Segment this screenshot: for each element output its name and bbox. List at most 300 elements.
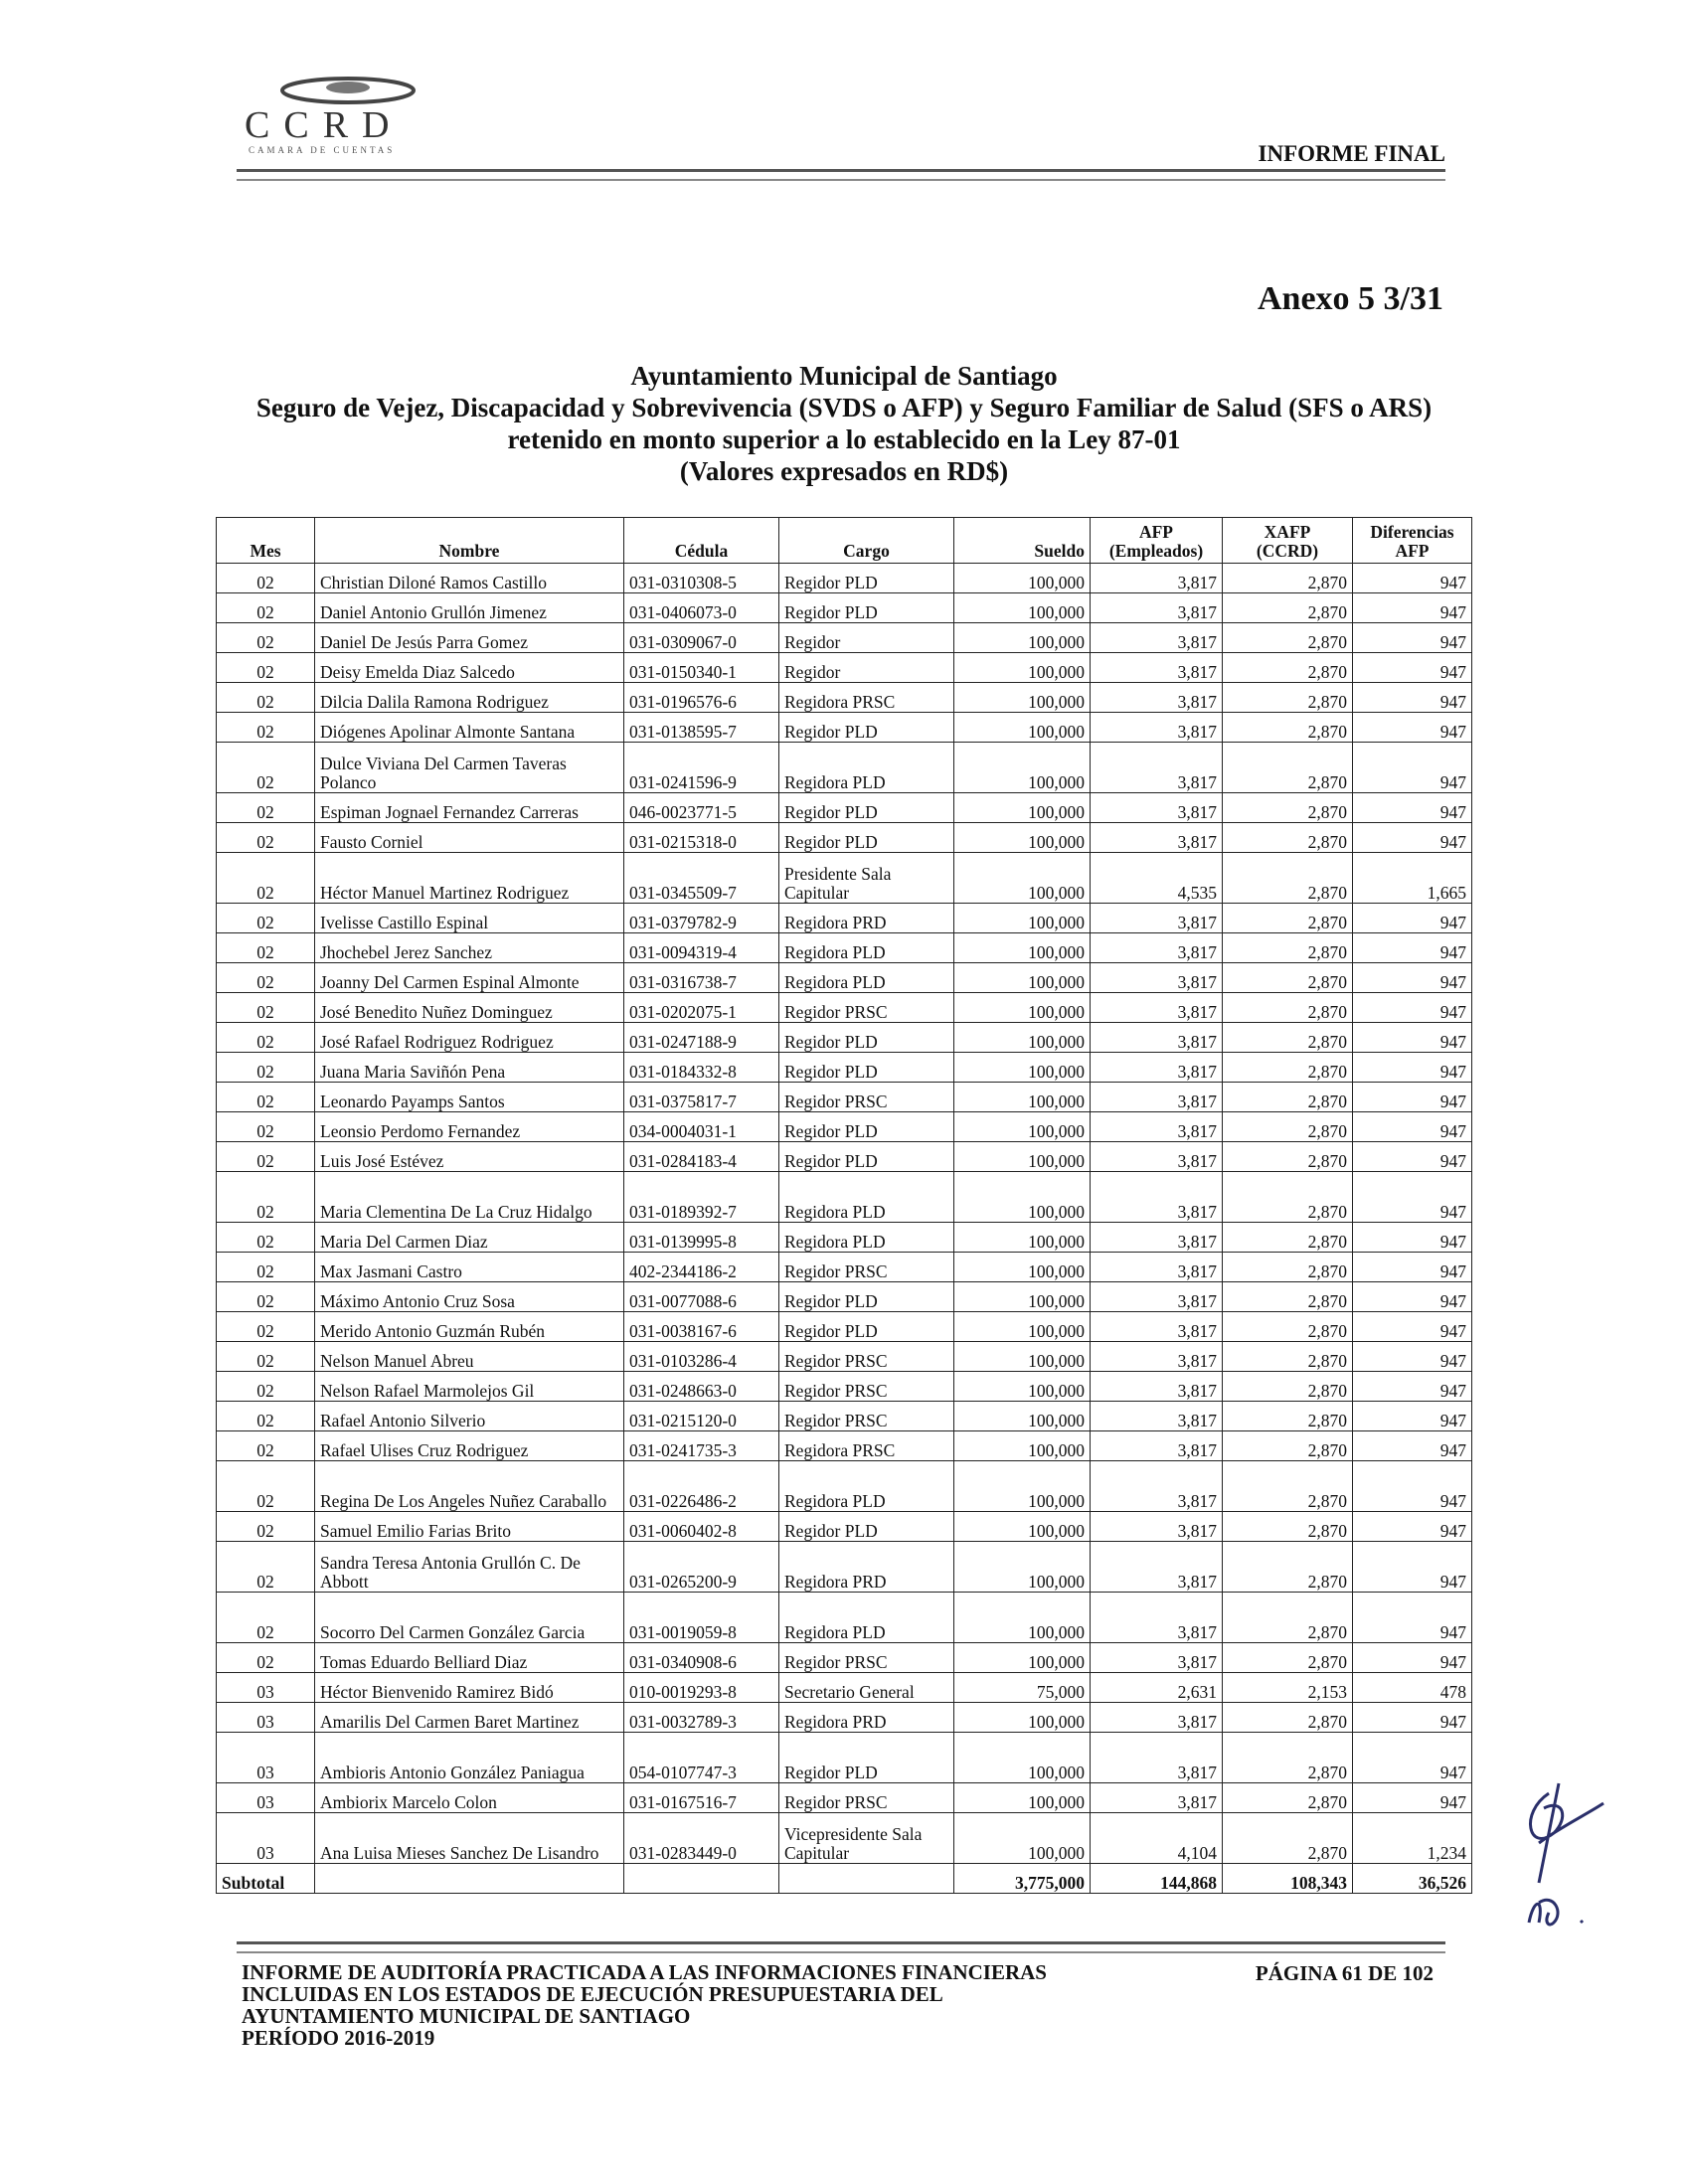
cell-cedula: 402-2344186-2 xyxy=(624,1253,779,1282)
cell-cedula: 010-0019293-8 xyxy=(624,1673,779,1703)
cell-cedula: 031-0248663-0 xyxy=(624,1372,779,1402)
cell-cargo: Secretario General xyxy=(779,1673,954,1703)
title-insurance: Seguro de Vejez, Discapacidad y Sobrevivencia (SVDS o AFP) y Seguro Familiar de Salud (SFS o ARS) xyxy=(255,393,1433,422)
cell-nombre: José Benedito Nuñez Dominguez xyxy=(315,993,624,1023)
cell-xafp: 2,870 xyxy=(1223,1733,1353,1783)
table-row xyxy=(217,1512,1472,1542)
cell-diferencias: 947 xyxy=(1353,743,1472,793)
cell-xafp: 2,870 xyxy=(1223,1112,1353,1142)
cell-cedula: 031-0241596-9 xyxy=(624,743,779,793)
cell-sueldo: 100,000 xyxy=(954,564,1091,593)
cell-nombre: Nelson Manuel Abreu xyxy=(315,1342,624,1372)
cell-mes: 02 xyxy=(217,743,315,793)
cell-mes: 02 xyxy=(217,853,315,904)
cell-xafp: 2,870 xyxy=(1223,593,1353,623)
cell-nombre: Fausto Corniel xyxy=(315,823,624,853)
table-row xyxy=(217,623,1472,653)
header-mes: Mes xyxy=(217,518,315,564)
cell-nombre: Dilcia Dalila Ramona Rodriguez xyxy=(315,683,624,713)
cell-afp: 3,817 xyxy=(1091,1312,1223,1342)
table-row xyxy=(217,1431,1472,1461)
cell-mes: 02 xyxy=(217,1312,315,1342)
cell-mes: 03 xyxy=(217,1783,315,1813)
table-row xyxy=(217,1083,1472,1112)
cell-afp: 3,817 xyxy=(1091,933,1223,963)
cell-nombre: Héctor Bienvenido Ramirez Bidó xyxy=(315,1673,624,1703)
cell-afp: 3,817 xyxy=(1091,1372,1223,1402)
annex-label: Anexo 5 3/31 xyxy=(1258,280,1443,317)
cell-xafp: 2,870 xyxy=(1223,904,1353,933)
cell-sueldo: 100,000 xyxy=(954,823,1091,853)
cell-afp: 3,817 xyxy=(1091,1342,1223,1372)
handwritten-initials xyxy=(1509,1773,1608,1942)
title-currency: (Valores expresados en RD$) xyxy=(679,456,1009,486)
cell-cargo: Presidente Sala Capitular xyxy=(779,853,954,904)
cell-xafp: 2,870 xyxy=(1223,963,1353,993)
cell-cedula: 031-0375817-7 xyxy=(624,1083,779,1112)
cell-nombre: José Rafael Rodriguez Rodriguez xyxy=(315,1023,624,1053)
cell-sueldo: 100,000 xyxy=(954,593,1091,623)
cell-afp: 3,817 xyxy=(1091,993,1223,1023)
cell-nombre: Espiman Jognael Fernandez Carreras xyxy=(315,793,624,823)
header-nombre: Nombre xyxy=(315,518,624,564)
cell-mes: 02 xyxy=(217,1402,315,1431)
cell-sueldo: 100,000 xyxy=(954,1542,1091,1593)
cell-cedula: 031-0103286-4 xyxy=(624,1342,779,1372)
cell-nombre: Ivelisse Castillo Espinal xyxy=(315,904,624,933)
document-titles xyxy=(0,360,1688,487)
cell-cargo: Regidor xyxy=(779,653,954,683)
cell-xafp: 2,870 xyxy=(1223,653,1353,683)
cell-cargo: Regidor PRSC xyxy=(779,1643,954,1673)
table-body xyxy=(217,564,1472,1894)
subtotal-afp: 144,868 xyxy=(1091,1864,1223,1894)
cell-afp: 3,817 xyxy=(1091,963,1223,993)
cell-sueldo: 100,000 xyxy=(954,653,1091,683)
cell-cargo: Regidor PLD xyxy=(779,564,954,593)
cell-mes: 02 xyxy=(217,593,315,623)
table-row xyxy=(217,1402,1472,1431)
table-row xyxy=(217,823,1472,853)
cell-afp: 3,817 xyxy=(1091,793,1223,823)
cell-xafp: 2,870 xyxy=(1223,993,1353,1023)
table-row xyxy=(217,1593,1472,1643)
cell-xafp: 2,870 xyxy=(1223,793,1353,823)
cell-mes: 02 xyxy=(217,1223,315,1253)
cell-diferencias: 947 xyxy=(1353,1542,1472,1593)
cell-mes: 02 xyxy=(217,933,315,963)
header-rule xyxy=(237,169,1445,181)
cell-cedula: 031-0215120-0 xyxy=(624,1402,779,1431)
cell-diferencias: 947 xyxy=(1353,1312,1472,1342)
cell-cedula: 031-0077088-6 xyxy=(624,1282,779,1312)
logo-ring-icon xyxy=(276,74,425,107)
cell-mes: 03 xyxy=(217,1733,315,1783)
cell-cedula: 031-0038167-6 xyxy=(624,1312,779,1342)
cell-nombre: Dulce Viviana Del Carmen Taveras Polanco xyxy=(315,743,624,793)
cell-cedula: 031-0309067-0 xyxy=(624,623,779,653)
cell-nombre: Regina De Los Angeles Nuñez Caraballo xyxy=(315,1461,624,1512)
cell-cedula: 031-0283449-0 xyxy=(624,1813,779,1864)
header-xafp: XAFP (CCRD) xyxy=(1223,518,1353,564)
cell-afp: 3,817 xyxy=(1091,564,1223,593)
cell-cargo: Regidor PLD xyxy=(779,1112,954,1142)
table-row xyxy=(217,593,1472,623)
cell-mes: 03 xyxy=(217,1673,315,1703)
table-row xyxy=(217,933,1472,963)
cell-cedula: 031-0340908-6 xyxy=(624,1643,779,1673)
cell-afp: 3,817 xyxy=(1091,1253,1223,1282)
cell-sueldo: 100,000 xyxy=(954,1172,1091,1223)
cell-cedula: 031-0406073-0 xyxy=(624,593,779,623)
cell-xafp: 2,870 xyxy=(1223,1053,1353,1083)
logo-text: CCRD xyxy=(245,104,404,146)
subtotal-label: Subtotal xyxy=(217,1864,315,1894)
cell-afp: 3,817 xyxy=(1091,1282,1223,1312)
table-row xyxy=(217,963,1472,993)
cell-mes: 02 xyxy=(217,1083,315,1112)
cell-diferencias: 947 xyxy=(1353,1643,1472,1673)
cell-sueldo: 100,000 xyxy=(954,1112,1091,1142)
cell-nombre: Rafael Ulises Cruz Rodriguez xyxy=(315,1431,624,1461)
cell-xafp: 2,870 xyxy=(1223,1813,1353,1864)
cell-sueldo: 100,000 xyxy=(954,1083,1091,1112)
cell-nombre: Ambioris Antonio González Paniagua xyxy=(315,1733,624,1783)
cell-sueldo: 100,000 xyxy=(954,1223,1091,1253)
cell-cargo: Regidor PRSC xyxy=(779,993,954,1023)
table-row xyxy=(217,1223,1472,1253)
cell-xafp: 2,870 xyxy=(1223,933,1353,963)
cell-cedula: 031-0226486-2 xyxy=(624,1461,779,1512)
cell-cargo: Regidor PRSC xyxy=(779,1253,954,1282)
cell-diferencias: 1,234 xyxy=(1353,1813,1472,1864)
cell-cedula: 031-0094319-4 xyxy=(624,933,779,963)
cell-diferencias: 478 xyxy=(1353,1673,1472,1703)
cell-sueldo: 100,000 xyxy=(954,933,1091,963)
empty-cell xyxy=(624,1864,779,1894)
cell-sueldo: 100,000 xyxy=(954,1783,1091,1813)
cell-cedula: 031-0138595-7 xyxy=(624,713,779,743)
cell-afp: 3,817 xyxy=(1091,1223,1223,1253)
cell-sueldo: 100,000 xyxy=(954,1733,1091,1783)
table-row xyxy=(217,1461,1472,1512)
cell-nombre: Max Jasmani Castro xyxy=(315,1253,624,1282)
table-row xyxy=(217,1172,1472,1223)
cell-diferencias: 947 xyxy=(1353,1783,1472,1813)
cell-xafp: 2,153 xyxy=(1223,1673,1353,1703)
footer-line-3: AYUNTAMIENTO MUNICIPAL DE SANTIAGO xyxy=(242,2004,691,2028)
cell-afp: 3,817 xyxy=(1091,1733,1223,1783)
cell-cargo: Regidor PLD xyxy=(779,793,954,823)
cell-xafp: 2,870 xyxy=(1223,1172,1353,1223)
cell-nombre: Samuel Emilio Farias Brito xyxy=(315,1512,624,1542)
ccrd-logo xyxy=(237,74,475,165)
cell-nombre: Jhochebel Jerez Sanchez xyxy=(315,933,624,963)
cell-afp: 3,817 xyxy=(1091,1172,1223,1223)
cell-nombre: Leonardo Payamps Santos xyxy=(315,1083,624,1112)
table-row xyxy=(217,853,1472,904)
cell-diferencias: 947 xyxy=(1353,1112,1472,1142)
cell-diferencias: 947 xyxy=(1353,1461,1472,1512)
cell-nombre: Merido Antonio Guzmán Rubén xyxy=(315,1312,624,1342)
cell-afp: 3,817 xyxy=(1091,904,1223,933)
header-cargo: Cargo xyxy=(779,518,954,564)
cell-nombre: Deisy Emelda Diaz Salcedo xyxy=(315,653,624,683)
cell-xafp: 2,870 xyxy=(1223,683,1353,713)
cell-sueldo: 100,000 xyxy=(954,1023,1091,1053)
cell-mes: 02 xyxy=(217,1282,315,1312)
cell-diferencias: 947 xyxy=(1353,993,1472,1023)
cell-mes: 02 xyxy=(217,904,315,933)
cell-afp: 3,817 xyxy=(1091,593,1223,623)
cell-mes: 02 xyxy=(217,1542,315,1593)
cell-xafp: 2,870 xyxy=(1223,1402,1353,1431)
page-number: PÁGINA 61 DE 102 xyxy=(1255,1961,1434,1985)
cell-cargo: Regidor PLD xyxy=(779,713,954,743)
table-row xyxy=(217,683,1472,713)
cell-cargo: Regidor PLD xyxy=(779,1053,954,1083)
cell-diferencias: 947 xyxy=(1353,623,1472,653)
table-row xyxy=(217,1813,1472,1864)
table-row xyxy=(217,1372,1472,1402)
cell-sueldo: 100,000 xyxy=(954,743,1091,793)
cell-mes: 03 xyxy=(217,1703,315,1733)
cell-sueldo: 100,000 xyxy=(954,1253,1091,1282)
cell-afp: 3,817 xyxy=(1091,1703,1223,1733)
table-row xyxy=(217,1342,1472,1372)
cell-cargo: Regidora PLD xyxy=(779,1461,954,1512)
cell-cedula: 034-0004031-1 xyxy=(624,1112,779,1142)
cell-afp: 3,817 xyxy=(1091,1431,1223,1461)
cell-mes: 02 xyxy=(217,1593,315,1643)
cell-cedula: 031-0150340-1 xyxy=(624,653,779,683)
cell-sueldo: 100,000 xyxy=(954,1643,1091,1673)
cell-cedula: 031-0284183-4 xyxy=(624,1142,779,1172)
cell-afp: 4,535 xyxy=(1091,853,1223,904)
cell-xafp: 2,870 xyxy=(1223,623,1353,653)
empty-cell xyxy=(779,1864,954,1894)
table-row xyxy=(217,1023,1472,1053)
cell-xafp: 2,870 xyxy=(1223,1342,1353,1372)
cell-cargo: Regidora PLD xyxy=(779,933,954,963)
cell-afp: 3,817 xyxy=(1091,1112,1223,1142)
cell-afp: 3,817 xyxy=(1091,683,1223,713)
subtotal-sueldo: 3,775,000 xyxy=(954,1864,1091,1894)
cell-nombre: Tomas Eduardo Belliard Diaz xyxy=(315,1643,624,1673)
cell-afp: 3,817 xyxy=(1091,823,1223,853)
cell-afp: 3,817 xyxy=(1091,623,1223,653)
cell-cedula: 031-0202075-1 xyxy=(624,993,779,1023)
table-row xyxy=(217,1783,1472,1813)
cell-cargo: Regidor PLD xyxy=(779,823,954,853)
cell-cedula: 031-0139995-8 xyxy=(624,1223,779,1253)
cell-cedula: 046-0023771-5 xyxy=(624,793,779,823)
cell-xafp: 2,870 xyxy=(1223,1512,1353,1542)
cell-diferencias: 947 xyxy=(1353,1223,1472,1253)
cell-diferencias: 947 xyxy=(1353,1372,1472,1402)
cell-xafp: 2,870 xyxy=(1223,853,1353,904)
cell-xafp: 2,870 xyxy=(1223,1703,1353,1733)
cell-cargo: Regidora PLD xyxy=(779,1223,954,1253)
cell-mes: 02 xyxy=(217,1172,315,1223)
header-sueldo: Sueldo xyxy=(954,518,1091,564)
cell-mes: 02 xyxy=(217,1431,315,1461)
cell-diferencias: 947 xyxy=(1353,1172,1472,1223)
cell-sueldo: 100,000 xyxy=(954,1282,1091,1312)
table-header-row xyxy=(217,518,1472,564)
cell-mes: 02 xyxy=(217,1112,315,1142)
table-row xyxy=(217,1053,1472,1083)
footer-line-2: INCLUIDAS EN LOS ESTADOS DE EJECUCIÓN PRESUPUESTARIA DEL xyxy=(242,1982,943,2006)
cell-mes: 02 xyxy=(217,823,315,853)
cell-nombre: Christian Diloné Ramos Castillo xyxy=(315,564,624,593)
cell-cargo: Vicepresidente Sala Capitular xyxy=(779,1813,954,1864)
cell-nombre: Diógenes Apolinar Almonte Santana xyxy=(315,713,624,743)
cell-sueldo: 100,000 xyxy=(954,713,1091,743)
cell-cedula: 031-0345509-7 xyxy=(624,853,779,904)
cell-sueldo: 100,000 xyxy=(954,1461,1091,1512)
cell-cargo: Regidor PLD xyxy=(779,1142,954,1172)
cell-diferencias: 947 xyxy=(1353,963,1472,993)
table-row xyxy=(217,1733,1472,1783)
cell-diferencias: 947 xyxy=(1353,1053,1472,1083)
cell-cargo: Regidor PLD xyxy=(779,1512,954,1542)
cell-sueldo: 100,000 xyxy=(954,1342,1091,1372)
cell-cedula: 031-0184332-8 xyxy=(624,1053,779,1083)
table-row xyxy=(217,1312,1472,1342)
cell-nombre: Daniel De Jesús Parra Gomez xyxy=(315,623,624,653)
cell-sueldo: 100,000 xyxy=(954,1372,1091,1402)
cell-afp: 3,817 xyxy=(1091,1542,1223,1593)
cell-nombre: Leonsio Perdomo Fernandez xyxy=(315,1112,624,1142)
cell-nombre: Máximo Antonio Cruz Sosa xyxy=(315,1282,624,1312)
subtotal-row xyxy=(217,1864,1472,1894)
cell-cargo: Regidora PLD xyxy=(779,963,954,993)
cell-nombre: Héctor Manuel Martinez Rodriguez xyxy=(315,853,624,904)
cell-sueldo: 100,000 xyxy=(954,1431,1091,1461)
cell-nombre: Rafael Antonio Silverio xyxy=(315,1402,624,1431)
footer-rule xyxy=(237,1941,1445,1953)
cell-afp: 4,104 xyxy=(1091,1813,1223,1864)
cell-nombre: Juana Maria Saviñón Pena xyxy=(315,1053,624,1083)
report-label: INFORME FINAL xyxy=(1258,141,1445,166)
cell-afp: 3,817 xyxy=(1091,1783,1223,1813)
cell-diferencias: 947 xyxy=(1353,1142,1472,1172)
cell-afp: 3,817 xyxy=(1091,1643,1223,1673)
cell-mes: 02 xyxy=(217,1512,315,1542)
cell-mes: 03 xyxy=(217,1813,315,1864)
cell-xafp: 2,870 xyxy=(1223,1142,1353,1172)
cell-cargo: Regidora PRD xyxy=(779,904,954,933)
cell-cedula: 031-0196576-6 xyxy=(624,683,779,713)
cell-cargo: Regidora PLD xyxy=(779,1172,954,1223)
cell-nombre: Daniel Antonio Grullón Jimenez xyxy=(315,593,624,623)
cell-cedula: 031-0032789-3 xyxy=(624,1703,779,1733)
cell-cargo: Regidora PLD xyxy=(779,743,954,793)
cell-sueldo: 100,000 xyxy=(954,1053,1091,1083)
cell-nombre: Maria Del Carmen Diaz xyxy=(315,1223,624,1253)
subtotal-diferencias: 36,526 xyxy=(1353,1864,1472,1894)
table-row xyxy=(217,993,1472,1023)
table-row xyxy=(217,1673,1472,1703)
cell-cedula: 054-0107747-3 xyxy=(624,1733,779,1783)
table-row xyxy=(217,1253,1472,1282)
cell-nombre: Maria Clementina De La Cruz Hidalgo xyxy=(315,1172,624,1223)
cell-cargo: Regidor PLD xyxy=(779,1733,954,1783)
cell-sueldo: 100,000 xyxy=(954,993,1091,1023)
title-municipality: Ayuntamiento Municipal de Santiago xyxy=(630,361,1058,391)
cell-mes: 02 xyxy=(217,683,315,713)
table-row xyxy=(217,1282,1472,1312)
empty-cell xyxy=(315,1864,624,1894)
cell-nombre: Nelson Rafael Marmolejos Gil xyxy=(315,1372,624,1402)
cell-xafp: 2,870 xyxy=(1223,1643,1353,1673)
cell-mes: 02 xyxy=(217,653,315,683)
cell-nombre: Socorro Del Carmen González Garcia xyxy=(315,1593,624,1643)
cell-cedula: 031-0189392-7 xyxy=(624,1172,779,1223)
cell-mes: 02 xyxy=(217,564,315,593)
cell-xafp: 2,870 xyxy=(1223,564,1353,593)
cell-diferencias: 1,665 xyxy=(1353,853,1472,904)
cell-cedula: 031-0265200-9 xyxy=(624,1542,779,1593)
cell-sueldo: 100,000 xyxy=(954,963,1091,993)
cell-cargo: Regidor PLD xyxy=(779,1282,954,1312)
cell-sueldo: 100,000 xyxy=(954,1312,1091,1342)
table-row xyxy=(217,1643,1472,1673)
cell-diferencias: 947 xyxy=(1353,1402,1472,1431)
cell-xafp: 2,870 xyxy=(1223,823,1353,853)
cell-afp: 3,817 xyxy=(1091,1402,1223,1431)
cell-xafp: 2,870 xyxy=(1223,1431,1353,1461)
table-row xyxy=(217,904,1472,933)
cell-cedula: 031-0019059-8 xyxy=(624,1593,779,1643)
cell-diferencias: 947 xyxy=(1353,1253,1472,1282)
cell-diferencias: 947 xyxy=(1353,793,1472,823)
cell-nombre: Ambiorix Marcelo Colon xyxy=(315,1783,624,1813)
cell-sueldo: 100,000 xyxy=(954,1402,1091,1431)
cell-sueldo: 100,000 xyxy=(954,904,1091,933)
cell-afp: 3,817 xyxy=(1091,1461,1223,1512)
cell-diferencias: 947 xyxy=(1353,1023,1472,1053)
table-row xyxy=(217,653,1472,683)
cell-sueldo: 100,000 xyxy=(954,1142,1091,1172)
cell-cedula: 031-0247188-9 xyxy=(624,1023,779,1053)
logo-subtitle: CAMARA DE CUENTAS xyxy=(249,145,396,155)
cell-afp: 3,817 xyxy=(1091,713,1223,743)
footer-line-1: INFORME DE AUDITORÍA PRACTICADA A LAS INFORMACIONES FINANCIERAS xyxy=(242,1960,1047,1984)
cell-cedula: 031-0215318-0 xyxy=(624,823,779,853)
cell-diferencias: 947 xyxy=(1353,1703,1472,1733)
title-law: retenido en monto superior a lo establecido en la Ley 87-01 xyxy=(507,424,1181,454)
cell-mes: 02 xyxy=(217,1023,315,1053)
cell-cargo: Regidora PRSC xyxy=(779,683,954,713)
cell-xafp: 2,870 xyxy=(1223,743,1353,793)
cell-afp: 3,817 xyxy=(1091,653,1223,683)
cell-diferencias: 947 xyxy=(1353,823,1472,853)
table-row xyxy=(217,1142,1472,1172)
cell-cargo: Regidora PLD xyxy=(779,1593,954,1643)
cell-afp: 2,631 xyxy=(1091,1673,1223,1703)
cell-xafp: 2,870 xyxy=(1223,1542,1353,1593)
cell-sueldo: 75,000 xyxy=(954,1673,1091,1703)
header-diferencias: Diferencias AFP xyxy=(1353,518,1472,564)
cell-xafp: 2,870 xyxy=(1223,1023,1353,1053)
cell-mes: 02 xyxy=(217,1342,315,1372)
cell-cargo: Regidor xyxy=(779,623,954,653)
cell-cargo: Regidor PLD xyxy=(779,593,954,623)
cell-cargo: Regidora PRD xyxy=(779,1542,954,1593)
cell-cargo: Regidor PRSC xyxy=(779,1083,954,1112)
